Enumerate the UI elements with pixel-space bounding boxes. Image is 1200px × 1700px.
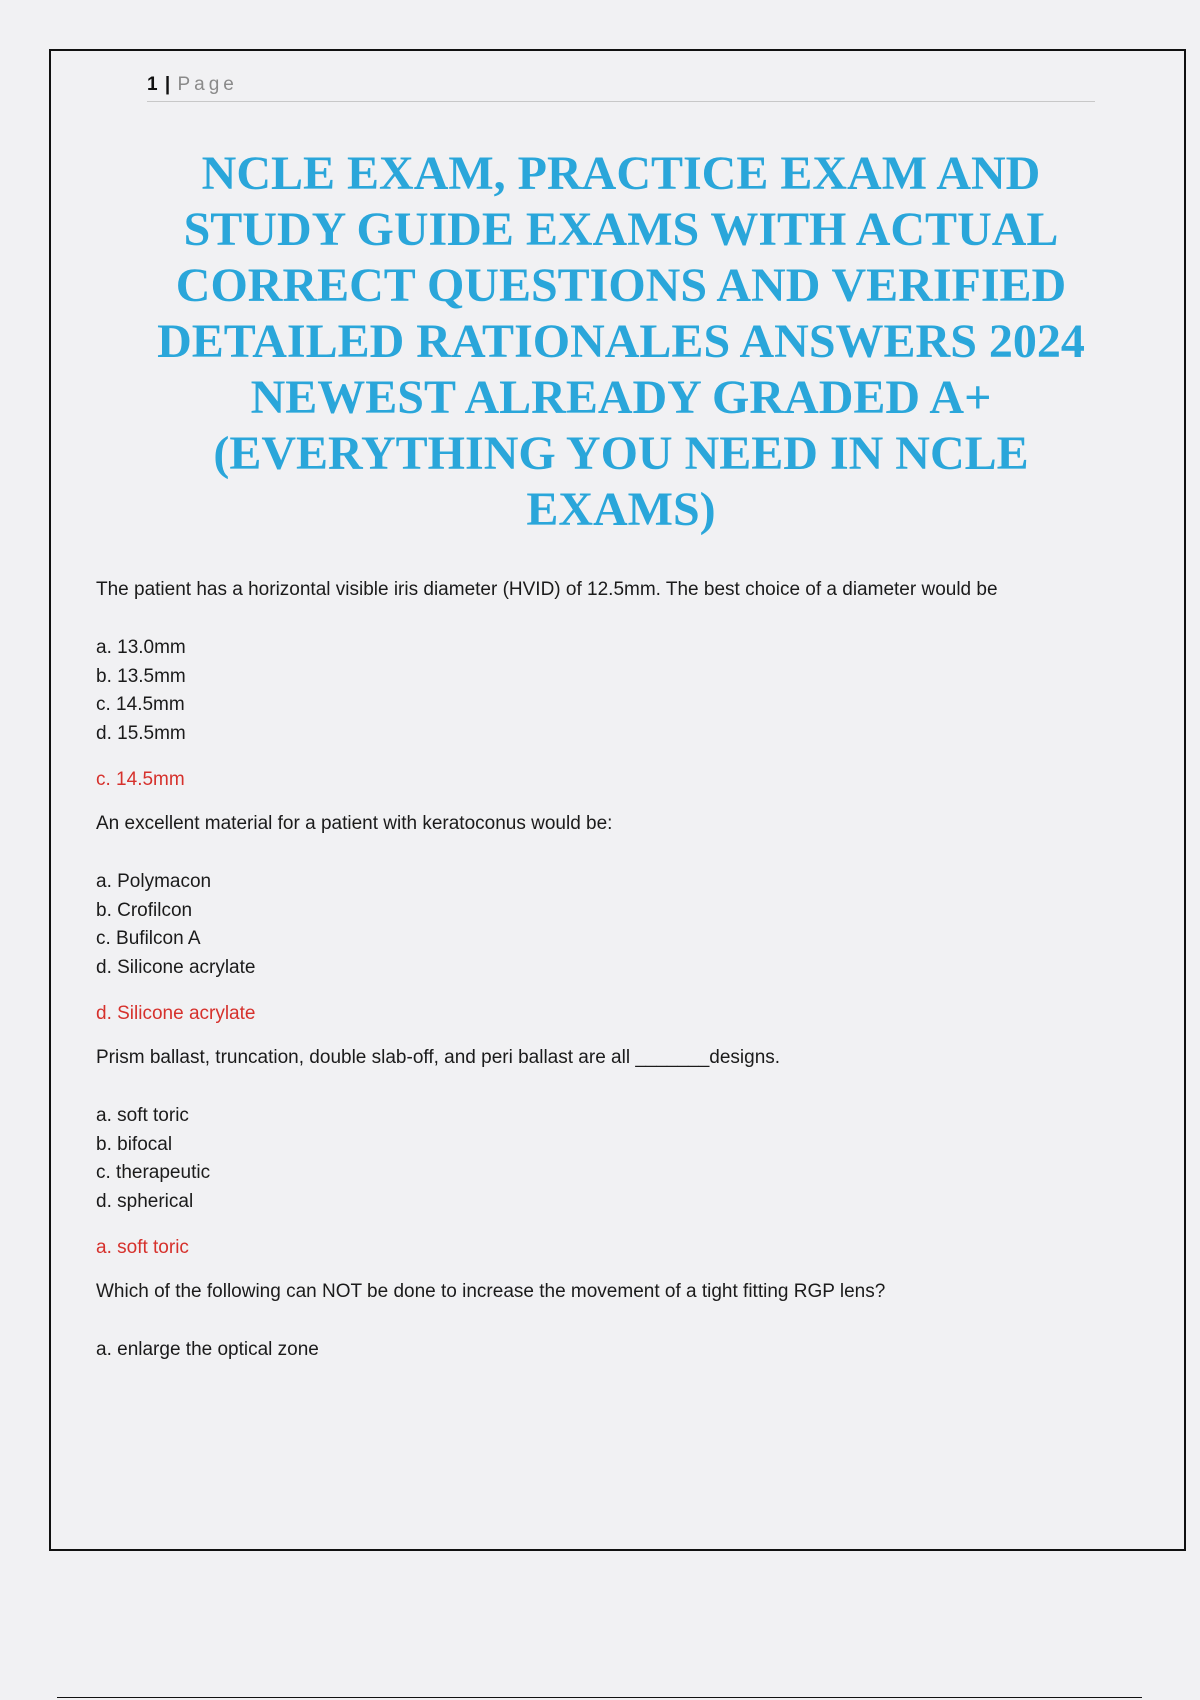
title-line: STUDY GUIDE EXAMS WITH ACTUAL	[183, 203, 1059, 256]
option-item: c. therapeutic	[96, 1162, 211, 1183]
option-item: a. Polymacon	[96, 871, 212, 892]
option-item: d. spherical	[96, 1190, 194, 1212]
correct-answer: a. soft toric	[96, 1237, 189, 1258]
title-line: EXAMS)	[526, 483, 716, 536]
option-item: a. enlarge the optical zone	[96, 1339, 319, 1360]
options-list	[96, 1336, 1086, 1365]
option-item: d. Silicone acrylate	[96, 956, 256, 978]
question-block	[96, 1278, 1086, 1365]
page-number: 1	[147, 74, 158, 95]
title-line: CORRECT QUESTIONS AND VERIFIED	[175, 259, 1067, 312]
option-item: b. 13.5mm	[96, 665, 186, 687]
option-item: c. Bufilcon A	[96, 928, 201, 949]
title-line: NCLE EXAM, PRACTICE EXAM AND	[201, 147, 1041, 200]
options-list	[96, 868, 1086, 982]
option-item: c. 14.5mm	[96, 694, 185, 715]
option-item: b. Crofilcon	[96, 899, 193, 921]
question-stem: Which of the following can NOT be done to increase the movement of a tight fitting RGP lens?	[96, 1281, 886, 1302]
option-item: a. 13.0mm	[96, 637, 186, 658]
page-label: Page	[177, 74, 238, 95]
option-item: d. 15.5mm	[96, 722, 186, 744]
question-block	[96, 810, 1086, 1028]
option-item: b. bifocal	[96, 1133, 173, 1155]
correct-answer: d. Silicone acrylate	[96, 1003, 256, 1024]
question-stem: The patient has a horizontal visible iris diameter (HVID) of 12.5mm. The best choice of a diameter would be	[96, 579, 998, 600]
header-separator: |	[164, 74, 171, 95]
question-block	[96, 1044, 1086, 1262]
title-line: (EVERYTHING YOU NEED IN NCLE	[213, 427, 1029, 480]
page-header	[147, 73, 1095, 102]
title-line: NEWEST ALREADY GRADED A+	[250, 371, 992, 424]
options-list	[96, 1102, 1086, 1216]
document-title	[147, 146, 1095, 538]
question-stem: An excellent material for a patient with keratoconus would be:	[96, 813, 613, 834]
questions-section	[96, 576, 1086, 1383]
question-block	[96, 576, 1086, 794]
options-list	[96, 634, 1086, 748]
correct-answer: c. 14.5mm	[96, 769, 185, 790]
title-line: DETAILED RATIONALES ANSWERS 2024	[157, 315, 1085, 368]
option-item: a. soft toric	[96, 1105, 189, 1126]
question-stem: Prism ballast, truncation, double slab-off, and peri ballast are all _______designs.	[96, 1047, 781, 1068]
next-page-divider	[57, 1697, 1142, 1698]
